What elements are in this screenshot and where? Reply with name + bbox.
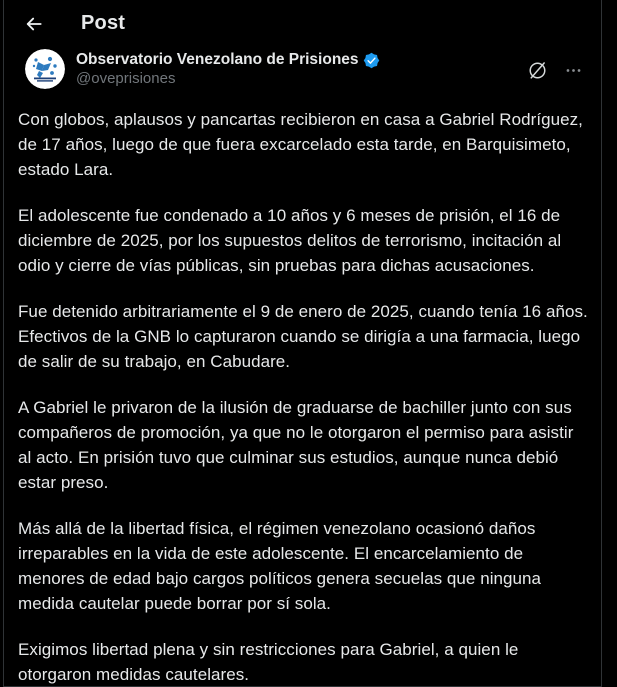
author-meta [76, 51, 380, 87]
post-paragraph: A Gabriel le privaron de la ilusión de graduarse de bachiller junto con sus compañeros de promoción, ya que no le otorgaron el permiso para asistir al acto. En prisión tuvo que culminar sus estudios, aunque nunca debió estar preso. [18, 398, 574, 492]
author-row [4, 47, 601, 89]
back-button[interactable] [17, 7, 51, 41]
post-paragraph: Exigimos libertad plena y sin restricciones para Gabriel, a quien le otorgaron medidas cautelares. [18, 640, 519, 684]
post-header [4, 0, 601, 47]
post-paragraph: Más allá de la libertad física, el régimen venezolano ocasionó daños irreparables en la vida de este adolescente. El encarcelamiento de menores de edad bajo cargos políticos genera secuelas que ninguna medida cautelar puede borrar por sí sola. [18, 519, 542, 613]
page-title: Post [81, 12, 126, 34]
grok-actions-button[interactable] [523, 56, 551, 84]
grok-icon [527, 60, 548, 81]
author-name[interactable]: Observatorio Venezolano de Prisiones [76, 51, 359, 68]
post-paragraph: El adolescente fue condenado a 10 años y 6 meses de prisión, el 16 de diciembre de 2025, por los supuestos delitos de terrorismo, incitación al odio y cierre de vías públicas, sin pruebas para dichas acusaciones. [18, 206, 562, 275]
arrow-left-icon [24, 14, 44, 34]
post-paragraph: Fue detenido arbitrariamente el 9 de enero de 2025, cuando tenía 16 años. Efectivos de la GNB lo capturaron cuando se dirigía a una farmacia, luego de salir de su trabajo, en Cabudare. [18, 302, 588, 371]
post [4, 47, 601, 687]
author-handle[interactable]: @oveprisiones [76, 70, 176, 87]
avatar-logo-icon [25, 49, 65, 89]
author-name-row [76, 51, 380, 69]
post-column [3, 0, 602, 687]
avatar[interactable] [25, 49, 65, 89]
more-ellipsis-icon [564, 61, 583, 80]
post-text [4, 89, 601, 687]
post-actions [523, 54, 587, 84]
verified-badge-icon [363, 52, 380, 69]
more-button[interactable] [559, 56, 587, 84]
post-paragraph: Con globos, aplausos y pancartas recibieron en casa a Gabriel Rodríguez, de 17 años, luego de que fuera excarcelado esta tarde, en Barquisimeto, estado Lara. [18, 110, 583, 179]
